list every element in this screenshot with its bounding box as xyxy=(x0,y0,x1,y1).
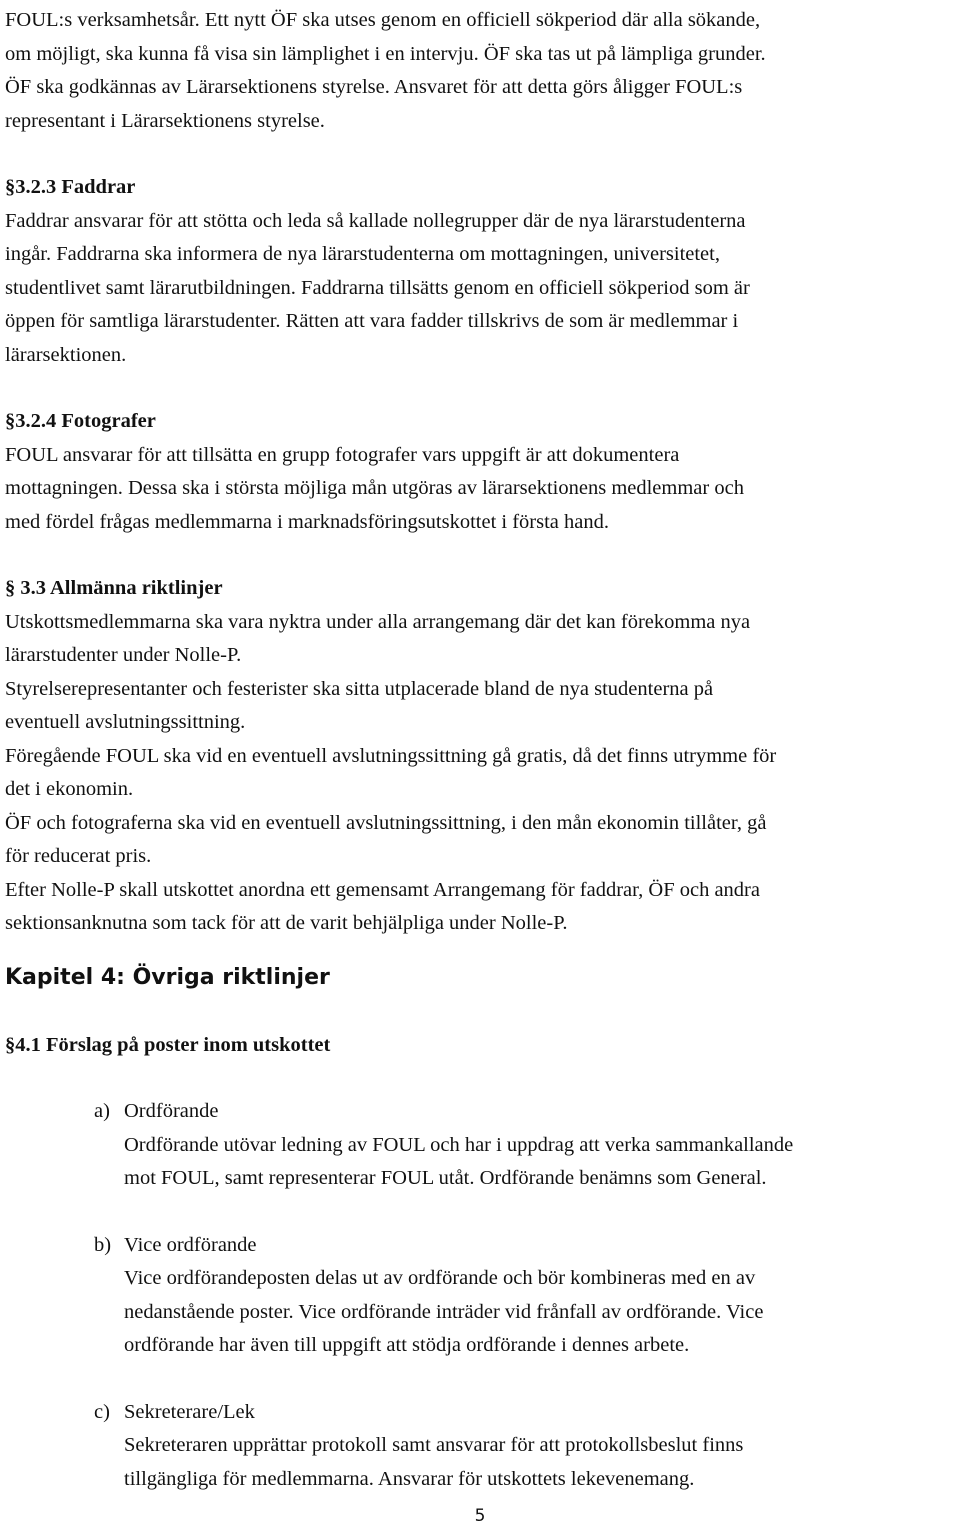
list-item-title: Ordförande xyxy=(124,1100,219,1122)
section-sign: § xyxy=(5,577,16,599)
list-item-title: Vice ordförande xyxy=(124,1233,257,1256)
text-line: om möjligt, ska kunna få visa sin lämplighet i en intervju. ÖF ska tas ut på lämpliga grunder. xyxy=(5,42,766,65)
section-title: Förslag på poster inom utskottet xyxy=(46,1033,331,1056)
text-line: studentlivet samt lärarutbildningen. Faddrarna tillsätts genom en officiell sökperiod som är xyxy=(5,276,750,299)
text-line: ingår. Faddrarna ska informera de nya lärarstudenterna om mottagningen, universitetet, xyxy=(5,243,720,265)
section-title: Fotografer xyxy=(61,410,156,432)
text-line: ordförande har även till uppgift att stödja ordförande i dennes arbete. xyxy=(124,1334,690,1356)
list-item xyxy=(64,1396,955,1497)
text-line: mottagningen. Dessa ska i största möjliga mån utgöras av lärarsektionens medlemmar och xyxy=(5,477,744,499)
section-title: Faddrar xyxy=(61,176,136,198)
text-line: Sekreteraren upprättar protokoll samt ansvarar för att protokollsbeslut finns xyxy=(124,1434,744,1456)
section-3-2-4 xyxy=(5,405,955,539)
intro-paragraph xyxy=(5,0,955,138)
text-line: sektionsanknutna som tack för att de varit behjälpliga under Nolle-P. xyxy=(5,912,568,934)
list-item xyxy=(64,1095,955,1196)
posts-list xyxy=(64,1095,955,1496)
text-line: eventuell avslutningssittning. xyxy=(5,711,246,733)
text-line: nedanstående poster. Vice ordförande inträder vid frånfall av ordförande. Vice xyxy=(124,1300,764,1323)
section-sign: § xyxy=(5,1033,16,1056)
section-3-3 xyxy=(5,572,955,941)
list-marker: b) xyxy=(94,1233,112,1256)
page-number: 5 xyxy=(474,1506,486,1526)
section-number: 3.3 xyxy=(20,577,46,599)
text-line: med fördel frågas medlemmarna i marknadsföringsutskottet i första hand. xyxy=(5,510,609,533)
text-line: Vice ordförandeposten delas ut av ordförande och bör kombineras med en av xyxy=(124,1267,756,1289)
section-heading xyxy=(5,572,955,606)
text-line: öppen för samtliga lärarstudenter. Rätten att vara fadder tillskrivs de som är medlemmar i xyxy=(5,310,739,332)
section-sign: § xyxy=(5,176,16,198)
section-number: 3.2.3 xyxy=(15,176,57,198)
text-line: Styrelserepresentanter och festerister ska sitta utplacerade bland de nya studenterna på xyxy=(5,677,714,700)
section-sign: § xyxy=(5,410,16,432)
list-marker: c) xyxy=(94,1400,110,1423)
section-3-2-3 xyxy=(5,171,955,372)
text-line: Utskottsmedlemmarna ska vara nyktra under alla arrangemang där det kan förekomma nya xyxy=(5,610,751,633)
text-line: för reducerat pris. xyxy=(5,845,152,867)
text-line: lärarstudenter under Nolle-P. xyxy=(5,644,242,666)
section-heading xyxy=(5,405,955,439)
text-line: Föregående FOUL ska vid en eventuell avslutningssittning gå gratis, då det finns utrymme för xyxy=(5,744,777,767)
section-heading-4-1 xyxy=(5,1029,955,1063)
list-marker: a) xyxy=(94,1100,110,1122)
text-line: representant i Lärarsektionens styrelse. xyxy=(5,109,325,132)
text-line: FOUL ansvarar för att tillsätta en grupp fotografer vars uppgift är att dokumentera xyxy=(5,443,680,466)
document-page xyxy=(5,0,955,1496)
text-line: det i ekonomin. xyxy=(5,778,134,800)
text-line: ÖF ska godkännas av Lärarsektionens styrelse. Ansvaret för att detta görs åligger FOUL:s xyxy=(5,76,743,98)
section-heading xyxy=(5,171,955,205)
section-title: Allmänna riktlinjer xyxy=(50,577,223,599)
text-line: FOUL:s verksamhetsår. Ett nytt ÖF ska utses genom en officiell sökperiod där alla sökande, xyxy=(5,9,761,31)
text-line: lärarsektionen. xyxy=(5,343,127,366)
text-line: Faddrar ansvarar för att stötta och leda så kallade nollegrupper där de nya lärarstudenterna xyxy=(5,209,746,232)
list-item-title: Sekreterare/Lek xyxy=(124,1400,255,1423)
list-item xyxy=(64,1229,955,1363)
section-number: 4.1 xyxy=(15,1033,41,1056)
text-line: mot FOUL, samt representerar FOUL utåt. Ordförande benämns som General. xyxy=(124,1167,767,1189)
text-line: ÖF och fotograferna ska vid en eventuell avslutningssittning, i den mån ekonomin tillåter, gå xyxy=(5,811,767,834)
text-line: Efter Nolle-P skall utskottet anordna ett gemensamt Arrangemang för faddrar, ÖF och andra xyxy=(5,878,760,901)
text-line: tillgängliga för medlemmarna. Ansvarar för utskottets lekevenemang. xyxy=(124,1467,695,1490)
text-line: Ordförande utövar ledning av FOUL och har i uppdrag att verka sammankallande xyxy=(124,1133,794,1156)
chapter-heading: Kapitel 4: Övriga riktlinjer xyxy=(5,964,330,990)
section-number: 3.2.4 xyxy=(15,410,57,432)
